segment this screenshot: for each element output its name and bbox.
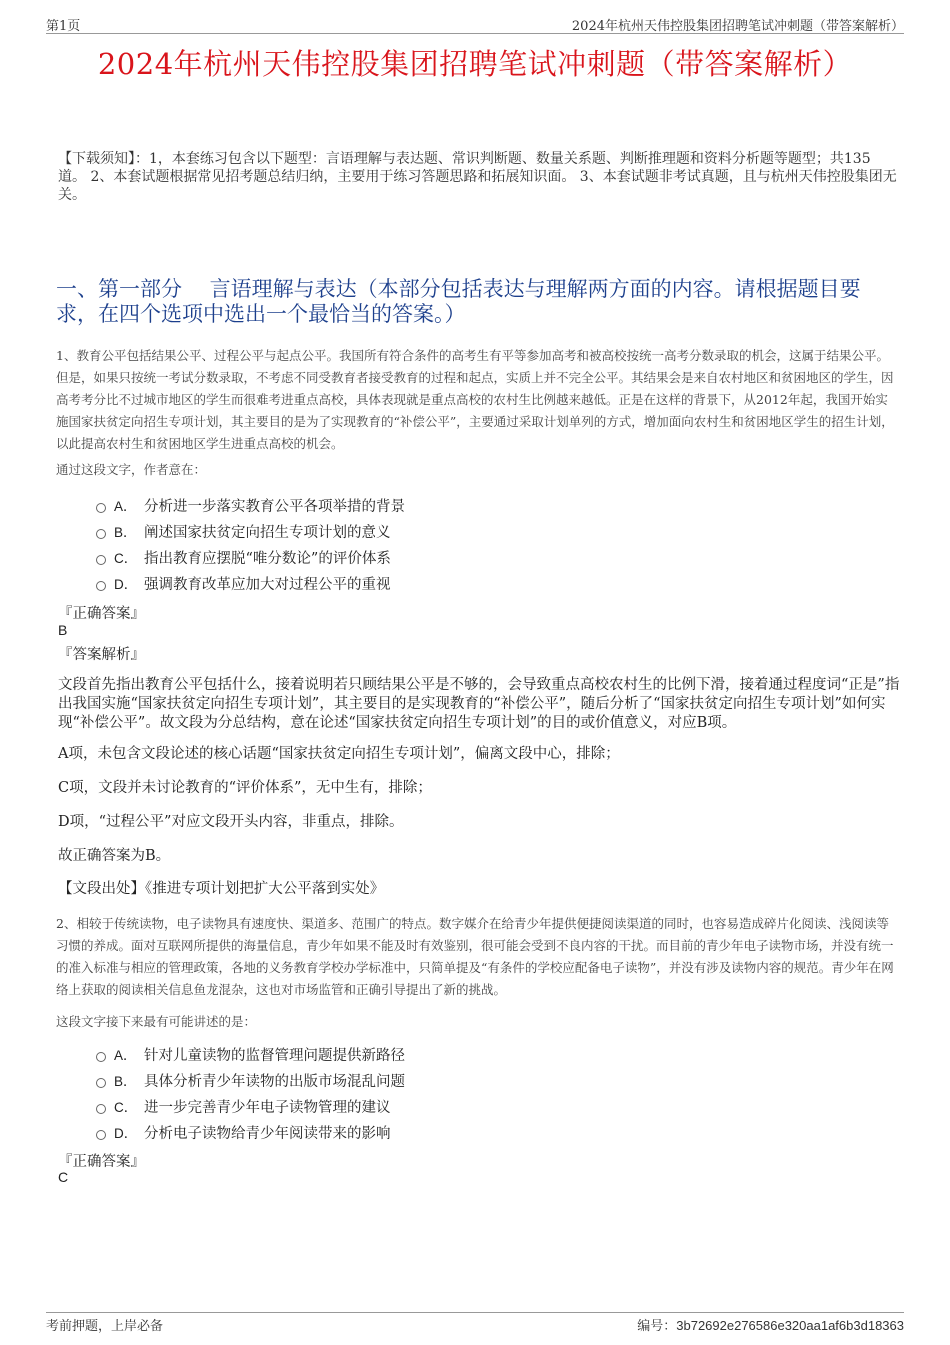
analysis-label: 『答案解析』 xyxy=(58,647,145,663)
analysis-paragraph: 文段首先指出教育公平包括什么，接着说明若只顾结果公平是不够的，会导致重点高校农村生的比例下滑，接着通过程度词“正是”指出我国实施“国家扶贫定向招生专项计划”，其主要目的是实现教育的“补偿公平”，随后分析了“国家扶贫定向招生专项计划”如何实现“补偿公平”。故文段为分总结构，意在论述“国家扶贫定向招生专项计划”的目的或价值意义，对应B项。 xyxy=(58,677,900,731)
option-text: 针对儿童读物的监督管理问题提供新路径 xyxy=(144,1047,405,1064)
option-text: 分析进一步落实教育公平各项举措的背景 xyxy=(144,498,405,515)
option-a[interactable]: A． 分析进一步落实教育公平各项举措的背景 xyxy=(96,492,856,518)
option-c[interactable]: C． 进一步完善青少年电子读物管理的建议 xyxy=(96,1093,856,1119)
page-header xyxy=(46,14,904,34)
analysis-paragraph: A项，未包含文段论述的核心话题“国家扶贫定向招生专项计划”，偏离文段中心，排除； xyxy=(58,746,620,762)
radio-icon[interactable] xyxy=(96,581,106,591)
option-text: 强调教育改革应加大对过程公平的重视 xyxy=(144,576,391,593)
question-2-options xyxy=(96,1041,856,1145)
question-1-passage: 1、教育公平包括结果公平、过程公平与起点公平。我国所有符合条件的高考生有平等参加高考和被高校按统一高考分数录取的机会，这属于结果公平。但是，如果只按统一考试分数录取，不考虑不同受教育者接受教育的过程和起点，实质上并不完全公平。其结果会是来自农村地区和贫困地区的学生，因高考考分比不过城市地区的学生而很难考进重点高校，具体表现就是重点高校的农村生比例越来越低。正是在这样的背景下，从2012年起，我国开始实施国家扶贫定向招生专项计划，其主要目的是为了实现教育的“补偿公平”，主要通过采取计划单列的方式，增加面向农村生和贫困地区学生的招生计划，以此提高农村生和贫困地区学生进重点高校的机会。 xyxy=(56,348,894,451)
footer-slogan: 考前押题，上岸必备 xyxy=(46,1319,164,1334)
option-text: 指出教育应摆脱“唯分数论”的评价体系 xyxy=(144,550,391,567)
answer-label: 『正确答案』 xyxy=(58,606,145,622)
option-d[interactable]: D． 强调教育改革应加大对过程公平的重视 xyxy=(96,570,856,596)
radio-icon[interactable] xyxy=(96,1104,106,1114)
answer-value: C xyxy=(58,1169,69,1185)
radio-icon[interactable] xyxy=(96,1052,106,1062)
download-notice: 【下载须知】：1，本套练习包含以下题型：言语理解与表达题、常识判断题、数量关系题、判断推理题和资料分析题等题型；共135道。 2、本套试题根据常见招考题总结归纳，主要用于练习答题思路和拓展知识面。 3、本套试题非考试真题，且与杭州天伟控股集团无关。 xyxy=(58,151,897,203)
footer-code: 编号：3b72692e276586e320aa1af6b3d18363 xyxy=(637,1318,904,1334)
radio-icon[interactable] xyxy=(96,503,106,513)
option-text: 分析电子读物给青少年阅读带来的影响 xyxy=(144,1125,391,1142)
answer-value: B xyxy=(58,622,68,638)
analysis-paragraph: C项，文段并未讨论教育的“评价体系”，无中生有，排除； xyxy=(58,780,432,796)
radio-icon[interactable] xyxy=(96,555,106,565)
option-c[interactable]: C． 指出教育应摆脱“唯分数论”的评价体系 xyxy=(96,544,856,570)
document-title: 2024年杭州天伟控股集团招聘笔试冲刺题（带答案解析） xyxy=(97,47,853,81)
option-b[interactable]: B． 具体分析青少年读物的出版市场混乱问题 xyxy=(96,1067,856,1093)
radio-icon[interactable] xyxy=(96,529,106,539)
header-doc-title: 2024年杭州天伟控股集团招聘笔试冲刺题（带答案解析） xyxy=(571,19,904,34)
question-2-passage: 2、相较于传统读物，电子读物具有速度快、渠道多、范围广的特点。数字媒介在给青少年提供便捷阅读渠道的同时，也容易造成碎片化阅读、浅阅读等习惯的养成。面对互联网所提供的海量信息，青少年如果不能及时有效鉴别，很可能会受到不良内容的干扰。而目前的青少年电子读物市场，并没有统一的准入标准与相应的管理政策，各地的义务教育学校办学标准中，只简单提及“有条件的学校应配备电子读物”，并没有涉及读物内容的规范。青少年在网络上获取的阅读相关信息鱼龙混杂，这也对市场监管和正确引导提出了新的挑战。 xyxy=(56,916,894,997)
analysis-paragraph: D项，“过程公平”对应文段开头内容，非重点，排除。 xyxy=(58,814,404,830)
option-b[interactable]: B． 阐述国家扶贫定向招生专项计划的意义 xyxy=(96,518,856,544)
option-text: 进一步完善青少年电子读物管理的建议 xyxy=(144,1099,391,1116)
question-1-options xyxy=(96,492,856,596)
option-a[interactable]: A． 针对儿童读物的监督管理问题提供新路径 xyxy=(96,1041,856,1067)
analysis-conclusion: 故正确答案为B。 xyxy=(58,848,171,864)
option-text: 阐述国家扶贫定向招生专项计划的意义 xyxy=(144,524,391,541)
passage-source: 【文段出处】《推进专项计划把扩大公平落到实处》 xyxy=(58,881,385,897)
radio-icon[interactable] xyxy=(96,1078,106,1088)
question-1-prompt: 通过这段文字，作者意在： xyxy=(56,462,207,477)
option-d[interactable]: D． 分析电子读物给青少年阅读带来的影响 xyxy=(96,1119,856,1145)
section-heading: 一、第一部分 言语理解与表达（本部分包括表达与理解两方面的内容。请根据题目要求，在四个选项中选出一个最恰当的答案。） xyxy=(56,277,861,326)
answer-label: 『正确答案』 xyxy=(58,1154,145,1170)
radio-icon[interactable] xyxy=(96,1130,106,1140)
option-text: 具体分析青少年读物的出版市场混乱问题 xyxy=(144,1073,405,1090)
page-number: 第1页 xyxy=(46,19,81,34)
question-2-prompt: 这段文字接下来最有可能讲述的是： xyxy=(56,1014,257,1029)
page-footer xyxy=(46,1312,904,1334)
